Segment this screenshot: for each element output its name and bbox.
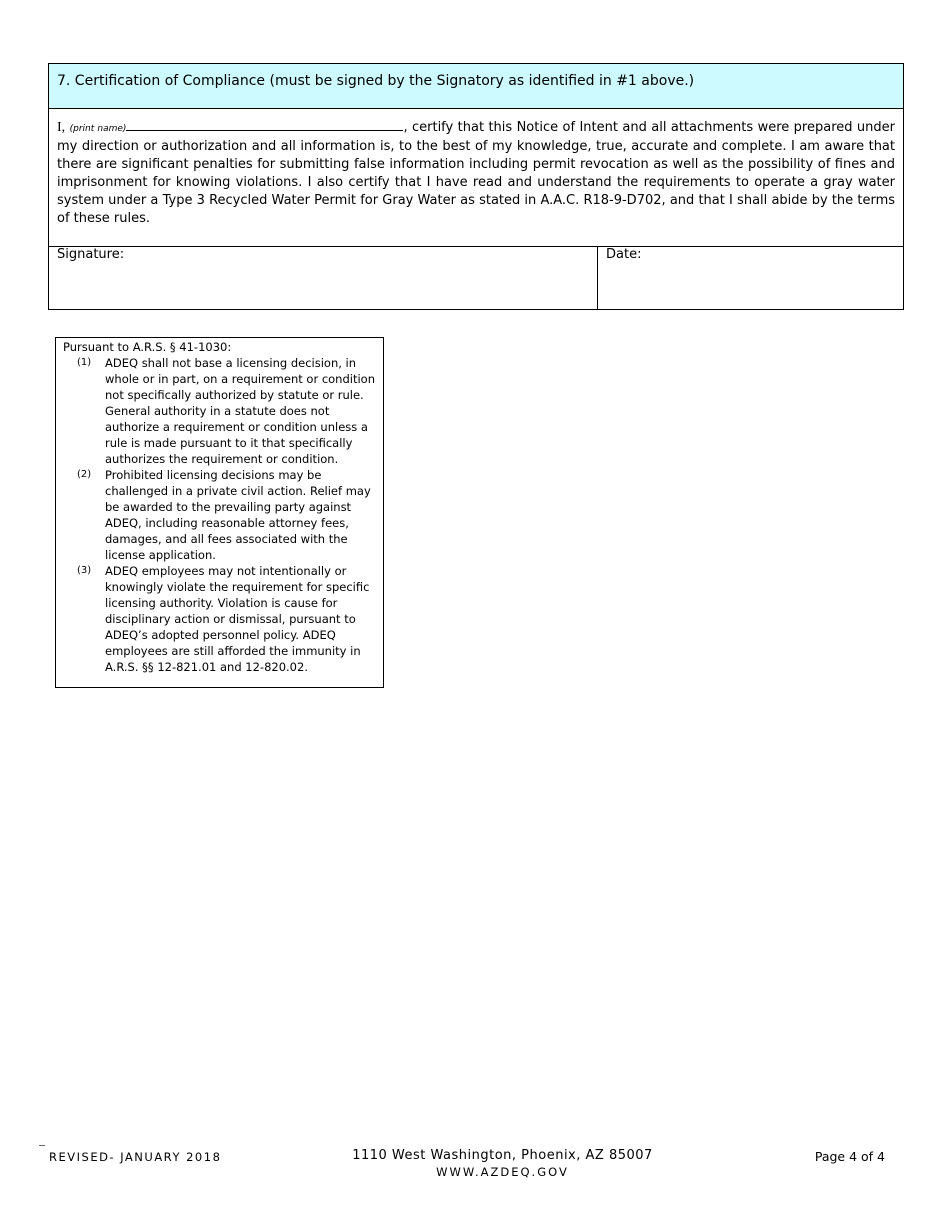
agency-website: WWW.AZDEQ.GOV: [436, 1165, 569, 1179]
item-text: Prohibited licensing decisions may be challenged in a private civil action. Relief may be awarded to the prevailing party against ADEQ, including reasonable attorney fees, damages, and all fees associated with the license application.: [105, 468, 371, 562]
item-text: ADEQ shall not base a licensing decision, in whole or in part, on a requirement or condition not specifically authorized by statute or rule. General authority in a statute does not authorize a requirement or condition unless a rule is made pursuant to it that specifically authorizes the requirement or condition.: [105, 356, 375, 466]
date-field[interactable]: [598, 247, 903, 309]
certification-section: [48, 63, 904, 310]
footer-address-block: [300, 1148, 705, 1179]
pursuant-list: [63, 355, 377, 675]
item-number: (3): [77, 565, 92, 576]
certification-statement: [49, 109, 903, 247]
item-number: (2): [77, 469, 92, 480]
section-header: 7. Certification of Compliance (must be signed by the Signatory as identified in #1 above.): [49, 64, 903, 109]
statement-text: , certify that this Notice of Intent and all attachments were prepared under my direction or authorization and all information is, to the best of my knowledge, true, accurate and complete. I am aware that there are significant penalties for submitting false information including permit revocation as well as the possibility of fines and imprisonment for knowing violations. I also certify that I have read and understand the requirements to operate a gray water system under a Type 3 Recycled Water Permit for Gray Water as stated in A.A.C. R18-9-D702, and that I shall abide by the terms of these rules.: [57, 120, 895, 226]
signature-label: Signature:: [57, 247, 125, 262]
pursuant-title: Pursuant to A.R.S. § 41-1030:: [63, 340, 232, 354]
print-name-field[interactable]: [126, 118, 403, 131]
item-number: (1): [77, 357, 92, 368]
print-name-label: (print name): [69, 124, 127, 134]
list-item: [63, 467, 377, 563]
statement-intro: I,: [57, 120, 66, 135]
pursuant-notice-box: [55, 337, 384, 688]
revision-date: REVISED- JANUARY 2018: [49, 1150, 222, 1164]
signature-field[interactable]: [49, 247, 598, 309]
footer-mark: [39, 1145, 45, 1146]
list-item: [63, 563, 377, 675]
list-item: [63, 355, 377, 467]
page-number: Page 4 of 4: [814, 1149, 885, 1164]
item-text: ADEQ employees may not intentionally or knowingly violate the requirement for specific licensing authority. Violation is cause for disciplinary action or dismissal, pursuant to ADEQ’s adopted personnel policy. ADEQ employees are still afforded the immunity in A.R.S. §§ 12-821.01 and 12-820.02.: [105, 564, 370, 674]
signature-row: [49, 247, 903, 309]
agency-address: 1110 West Washington, Phoenix, AZ 85007: [352, 1148, 653, 1163]
date-label: Date:: [606, 247, 642, 262]
